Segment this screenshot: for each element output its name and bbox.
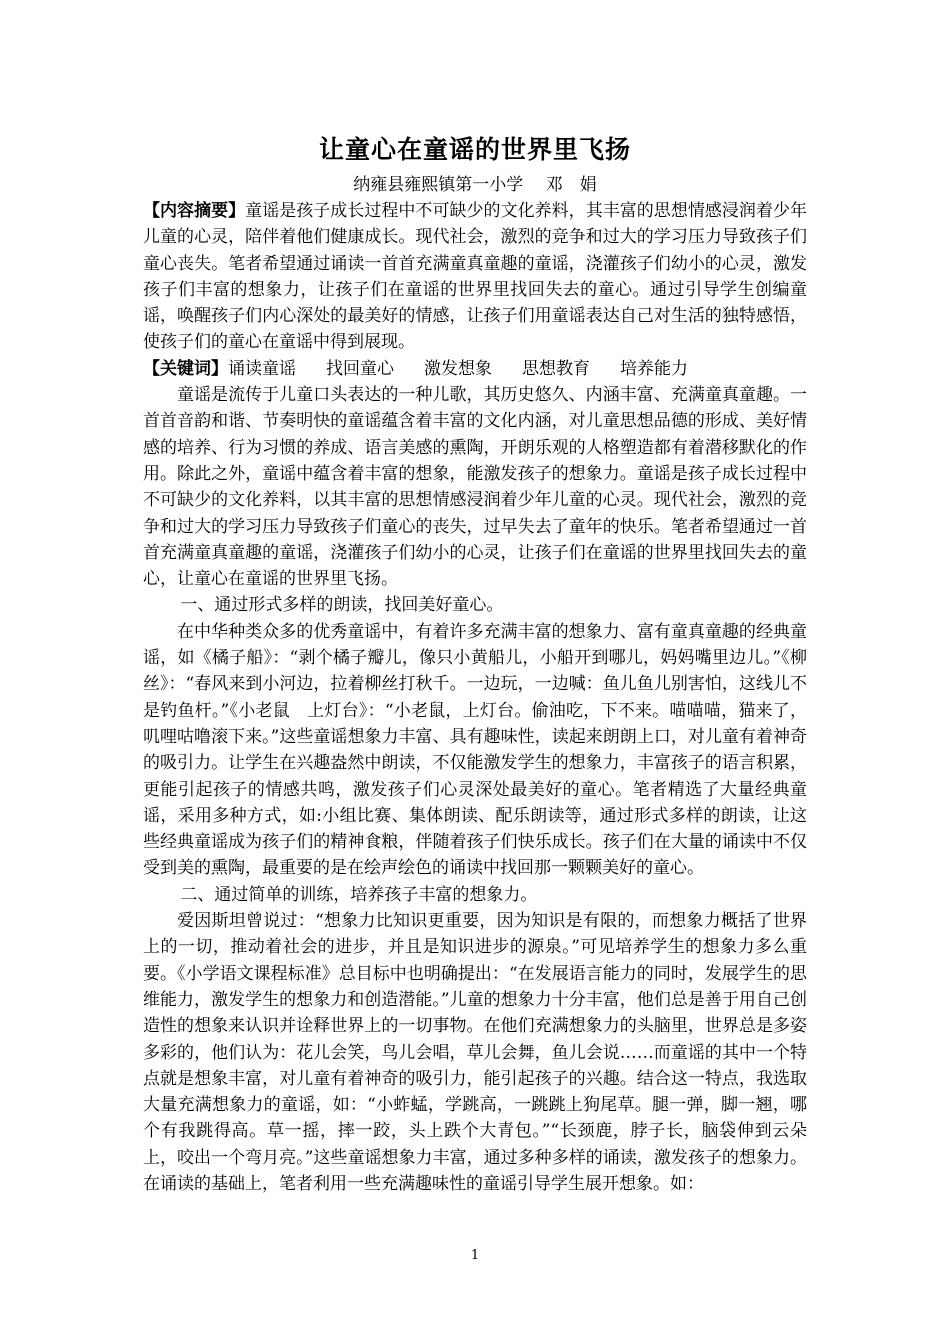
section-paragraph-1: 在中华种类众多的优秀童谣中，有着许多充满丰富的想象力、富有童真童趣的经典童谣，如《橘子船》：“剥个橘子瓣儿，像只小黄船儿，小船开到哪儿，妈妈嘴里边儿。”《柳丝》：“春风来到小河边，拉着柳丝打秋千。一边玩，一边喊：鱼儿鱼儿别害怕，这线儿不是钓鱼杆。”《小老鼠 上灯台》：“小老鼠，上灯台。偷油吃，下不来。喵喵喵，猫来了，叽哩咕噜滚下来。”这些童谣想象力丰富、具有趣味性，读起来朗朗上口，对儿童有着神奇的吸引力。让学生在兴趣盎然中朗读，不仅能激发学生的想象力，丰富孩子的语言积累，更能引起孩子的情感共鸣，激发孩子们心灵深处最美好的童心。笔者精选了大量经典童谣，采用多种方式，如:小组比赛、集体朗读、配乐朗读等，通过形式多样的朗读，让这些经典童谣成为孩子们的精神食粮，伴随着孩子们快乐成长。孩子们在大量的诵读中不仅受到美的熏陶，最重要的是在绘声绘色的诵读中找回那一颗颗美好的童心。	[143, 621, 807, 879]
page-number: 1	[470, 1248, 480, 1263]
keywords-label: 【关键词】	[143, 358, 228, 379]
section-paragraph-2: 爱因斯坦曾说过：“想象力比知识更重要，因为知识是有限的，而想象力概括了世界上的一切，推动着社会的进步，并且是知识进步的源泉。”可见培养学生的想象力多么重要。《小学语文课程标准》总目标中也明确提出：“在发展语言能力的同时，发展学生的思维能力，激发学生的想象力和创造潜能。”儿童的想象力十分丰富，他们总是善于用自己创造性的想象来认识并诠释世界上的一切事物。在他们充满想象力的头脑里，世界总是多姿多彩的，他们认为：花儿会笑，鸟儿会唱，草儿会舞，鱼儿会说……而童谣的其中一个特点就是想象丰富，对儿童有着神奇的吸引力，能引起孩子的兴趣。结合这一特点，我选取大量充满想象力的童谣，如：“小蚱蜢，学跳高，一跳跳上狗尾草。腿一弹，脚一翘，哪个有我跳得高。草一摇，摔一跤，头上跌个大青包。”“长颈鹿，脖子长，脑袋伸到云朵上，咬出一个弯月亮。”这些童谣想象力丰富，通过多种多样的诵读，激发孩子的想象力。在诵读的基础上，笔者利用一些充满趣味性的童谣引导学生展开想象。如：	[143, 911, 807, 1194]
keyword: 找回童心	[326, 358, 394, 379]
keyword: 激发想象	[424, 358, 492, 379]
section-heading-1: 一、通过形式多样的朗读，找回美好童心。	[180, 595, 504, 616]
keyword: 思想教育	[522, 358, 590, 379]
document-title: 让童心在童谣的世界里飞扬	[318, 135, 631, 164]
abstract-label: 【内容摘要】	[143, 201, 246, 221]
abstract-text: 童谣是孩子成长过程中不可缺少的文化养料，其丰富的思想情感浸润着少年儿童的心灵，陪伴着他们健康成长。现代社会，激烈的竞争和过大的学习压力导致孩子们童心丧失。笔者希望通过诵读一首首充满童真童趣的童谣，浇灌孩子们幼小的心灵，激发孩子们丰富的想象力，让孩子们在童谣的世界里找回失去的童心。通过引导学生创编童谣，唤醒孩子们内心深处的最美好的情感，让孩子们用童谣表达自己对生活的独特感悟，使孩子们的童心在童谣中得到展现。	[143, 201, 808, 353]
document-body	[143, 130, 807, 1197]
section-heading-2: 二、通过简单的训练，培养孩子丰富的想象力。	[180, 884, 538, 905]
keyword: 培养能力	[620, 358, 688, 379]
keyword: 诵读童谣	[228, 358, 296, 379]
keywords-line	[143, 356, 807, 382]
author-line: 纳雍县雍熙镇第一小学 邓 娟	[353, 175, 597, 195]
intro-paragraph: 童谣是流传于儿童口头表达的一种儿歌，其历史悠久、内涵丰富、充满童真童趣。一首首音韵和谐、节奏明快的童谣蕴含着丰富的文化内涵，对儿童思想品德的形成、美好情感的培养、行为习惯的养成、语言美感的熏陶，开朗乐观的人格塑造都有着潜移默化的作用。除此之外，童谣中蕴含着丰富的想象，能激发孩子的想象力。童谣是孩子成长过程中不可缺少的文化养料，以其丰富的思想情感浸润着少年儿童的心灵。现代社会，激烈的竞争和过大的学习压力导致孩子们童心的丧失，过早失去了童年的快乐。笔者希望通过一首首充满童真童趣的童谣，浇灌孩子们幼小的心灵，让孩子们在童谣的世界里找回失去的童心，让童心在童谣的世界里飞扬。	[143, 385, 807, 590]
abstract-paragraph	[143, 198, 807, 356]
